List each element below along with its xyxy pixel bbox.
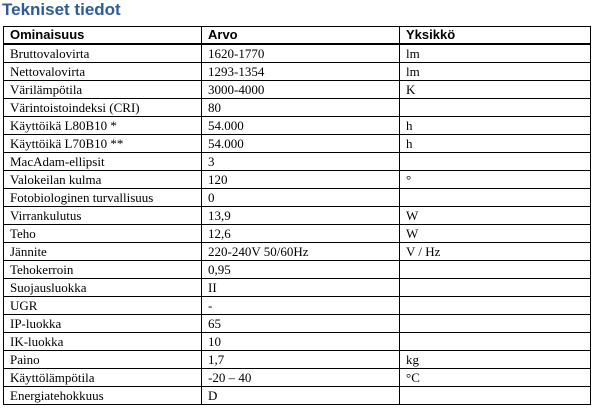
unit-cell: °	[400, 171, 591, 189]
table-row	[4, 135, 591, 153]
property-cell: UGR	[4, 297, 202, 315]
technical-specs-table	[3, 26, 591, 405]
section-title: Tekniset tiedot	[2, 0, 121, 19]
table-row	[4, 297, 591, 315]
table-row	[4, 261, 591, 279]
property-cell: Fotobiologinen turvallisuus	[4, 189, 202, 207]
property-cell: Nettovalovirta	[4, 63, 202, 81]
table-row	[4, 44, 591, 63]
column-header-property: Ominaisuus	[4, 27, 202, 45]
value-cell: 13,9	[202, 207, 400, 225]
column-header-value: Arvo	[202, 27, 400, 45]
value-cell: 54.000	[202, 135, 400, 153]
unit-cell	[400, 333, 591, 351]
value-cell: 220-240V 50/60Hz	[202, 243, 400, 261]
value-cell: 54.000	[202, 117, 400, 135]
unit-cell: lm	[400, 44, 591, 63]
property-cell: Teho	[4, 225, 202, 243]
value-cell: 80	[202, 99, 400, 117]
unit-cell	[400, 387, 591, 405]
property-cell: IK-luokka	[4, 333, 202, 351]
value-cell: 65	[202, 315, 400, 333]
value-cell: 12,6	[202, 225, 400, 243]
unit-cell: V / Hz	[400, 243, 591, 261]
unit-cell	[400, 153, 591, 171]
property-cell: Virrankulutus	[4, 207, 202, 225]
unit-cell	[400, 279, 591, 297]
unit-cell: h	[400, 117, 591, 135]
table-row	[4, 351, 591, 369]
table-body	[4, 44, 591, 405]
value-cell: II	[202, 279, 400, 297]
table-row	[4, 225, 591, 243]
value-cell: D	[202, 387, 400, 405]
unit-cell: °C	[400, 369, 591, 387]
unit-cell: K	[400, 81, 591, 99]
table-row	[4, 315, 591, 333]
table-header-row	[4, 27, 591, 45]
table-row	[4, 333, 591, 351]
property-cell: Värilämpötila	[4, 81, 202, 99]
table-row	[4, 99, 591, 117]
unit-cell: lm	[400, 63, 591, 81]
unit-cell	[400, 315, 591, 333]
value-cell: 120	[202, 171, 400, 189]
table-row	[4, 243, 591, 261]
unit-cell: kg	[400, 351, 591, 369]
value-cell: -20 – 40	[202, 369, 400, 387]
table-row	[4, 369, 591, 387]
property-cell: IP-luokka	[4, 315, 202, 333]
property-cell: Jännite	[4, 243, 202, 261]
unit-cell	[400, 297, 591, 315]
property-cell: Värintoistoindeksi (CRI)	[4, 99, 202, 117]
table-row	[4, 279, 591, 297]
value-cell: 0,95	[202, 261, 400, 279]
unit-cell: W	[400, 207, 591, 225]
property-cell: Energiatehokkuus	[4, 387, 202, 405]
table-row	[4, 189, 591, 207]
table-row	[4, 387, 591, 405]
value-cell: 3000-4000	[202, 81, 400, 99]
unit-cell	[400, 99, 591, 117]
table-row	[4, 81, 591, 99]
table-row	[4, 153, 591, 171]
property-cell: Valokeilan kulma	[4, 171, 202, 189]
unit-cell	[400, 261, 591, 279]
unit-cell: W	[400, 225, 591, 243]
table-row	[4, 63, 591, 81]
value-cell: 1,7	[202, 351, 400, 369]
property-cell: Tehokerroin	[4, 261, 202, 279]
property-cell: Bruttovalovirta	[4, 44, 202, 63]
unit-cell	[400, 189, 591, 207]
value-cell: 3	[202, 153, 400, 171]
table-row	[4, 117, 591, 135]
property-cell: Käyttölämpötila	[4, 369, 202, 387]
property-cell: Käyttöikä L80B10 *	[4, 117, 202, 135]
table-row	[4, 171, 591, 189]
property-cell: Käyttöikä L70B10 **	[4, 135, 202, 153]
value-cell: 0	[202, 189, 400, 207]
value-cell: 10	[202, 333, 400, 351]
column-header-unit: Yksikkö	[400, 27, 591, 45]
property-cell: MacAdam-ellipsit	[4, 153, 202, 171]
property-cell: Paino	[4, 351, 202, 369]
property-cell: Suojausluokka	[4, 279, 202, 297]
table-row	[4, 207, 591, 225]
value-cell: -	[202, 297, 400, 315]
value-cell: 1293-1354	[202, 63, 400, 81]
unit-cell: h	[400, 135, 591, 153]
value-cell: 1620-1770	[202, 44, 400, 63]
